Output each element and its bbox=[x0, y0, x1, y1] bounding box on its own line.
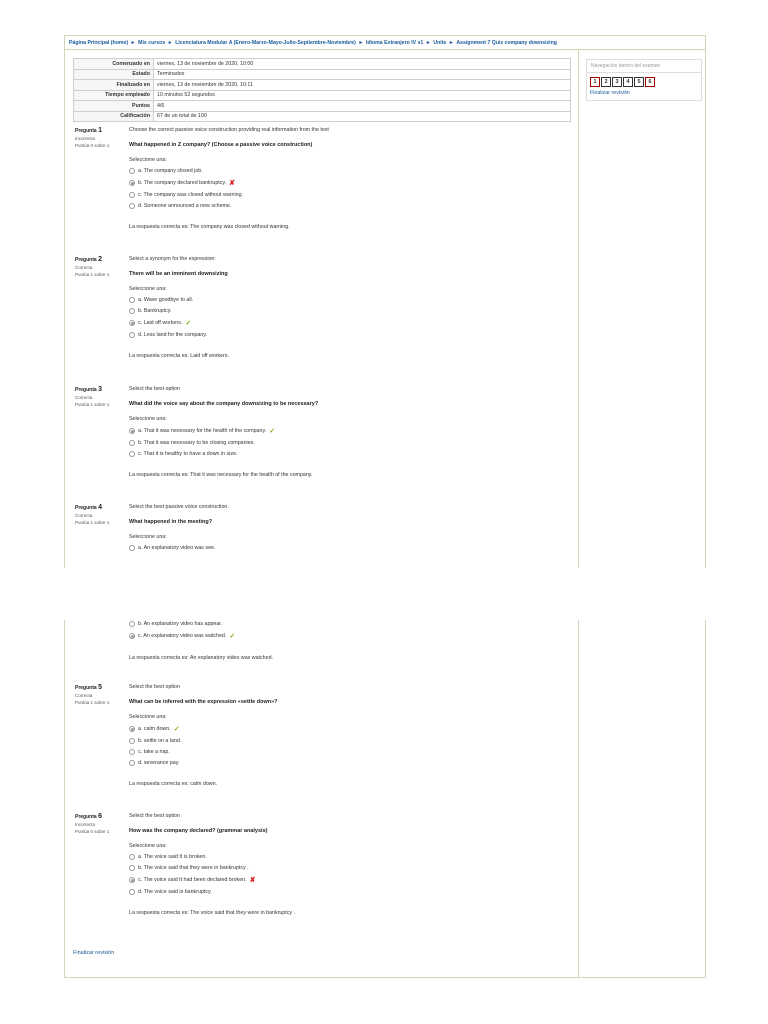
question-mark: Puntúa 0 sobre 1 bbox=[75, 829, 110, 834]
column-divider bbox=[578, 620, 579, 977]
answer-option[interactable] bbox=[129, 297, 559, 303]
question-state: Correcta bbox=[75, 693, 93, 698]
answer-option[interactable] bbox=[129, 889, 559, 895]
option-label: d. Less land for the company. bbox=[138, 332, 208, 338]
question-info bbox=[75, 256, 127, 277]
answer-option[interactable] bbox=[129, 203, 559, 209]
summary-value: Terminados bbox=[154, 69, 571, 80]
option-label: a. calm down. bbox=[138, 726, 171, 732]
radio-icon[interactable] bbox=[129, 889, 135, 895]
select-one-label: Seleccione una: bbox=[129, 416, 167, 422]
finish-review-link-bottom[interactable]: Finalizar revisión bbox=[73, 950, 115, 956]
breadcrumb-separator-icon: ► bbox=[424, 40, 433, 46]
radio-icon[interactable] bbox=[129, 760, 135, 766]
question-number bbox=[75, 813, 127, 820]
breadcrumb-separator-icon: ► bbox=[129, 40, 138, 46]
question-state: Incorrecta bbox=[75, 822, 96, 827]
finish-review-link[interactable]: Finalizar revisión bbox=[590, 90, 630, 96]
column-divider bbox=[578, 50, 579, 568]
question-label: Pregunta bbox=[75, 685, 97, 691]
breadcrumb-my-courses[interactable]: Mis cursos bbox=[138, 40, 166, 46]
summary-key: Comenzado en bbox=[74, 59, 154, 70]
question-info bbox=[75, 813, 127, 834]
question-mark: Puntúa 1 sobre 1 bbox=[75, 700, 110, 705]
answer-option[interactable] bbox=[129, 308, 559, 314]
question-button-5[interactable]: 5 bbox=[634, 77, 644, 87]
question-number-value: 3 bbox=[98, 386, 102, 393]
radio-icon[interactable] bbox=[129, 168, 135, 174]
answer-option[interactable] bbox=[129, 632, 559, 640]
option-label: b. Bankruptcy. bbox=[138, 308, 172, 314]
question-body bbox=[129, 684, 559, 787]
summary-key: Puntos bbox=[74, 101, 154, 112]
question-body bbox=[129, 127, 559, 230]
attempt-summary-table bbox=[73, 58, 571, 122]
option-label: b. The voice said that they were in bankruptcy . bbox=[138, 865, 249, 871]
summary-key: Calificación bbox=[74, 111, 154, 122]
breadcrumb-separator-icon: ► bbox=[356, 40, 365, 46]
option-label: d. severance pay. bbox=[138, 760, 180, 766]
question-number-value: 5 bbox=[98, 684, 102, 691]
correct-answer: La respuesta correcta es: An explanatory video was watched. bbox=[129, 655, 273, 661]
question-body bbox=[129, 256, 559, 359]
question-state: Correcta bbox=[75, 395, 93, 400]
breadcrumb-assignment[interactable]: Assignment 7 Quiz company downsizing bbox=[456, 40, 557, 46]
question-button-3[interactable]: 3 bbox=[612, 77, 622, 87]
question-number-value: 2 bbox=[98, 256, 102, 263]
answer-option[interactable] bbox=[129, 427, 559, 435]
correct-answer: La respuesta correcta es: Laid off workers. bbox=[129, 353, 230, 359]
breadcrumb-units[interactable]: Units bbox=[433, 40, 447, 46]
breadcrumb-program[interactable]: Licenciatura Modular A (Enero-Marzo-Mayo-Julio-Septiembre-Noviembre) bbox=[175, 40, 356, 46]
correct-check-icon: ✓ bbox=[173, 726, 180, 733]
question-text: Select the best option bbox=[129, 813, 180, 819]
breadcrumb bbox=[65, 36, 705, 50]
option-label: c. The voice said It had been declared broken. bbox=[138, 877, 247, 883]
question-state: Correcta bbox=[75, 513, 93, 518]
question-number-value: 6 bbox=[98, 813, 102, 820]
question-text: Select the best passive voice construction. bbox=[129, 504, 229, 510]
summary-key: Finalizado en bbox=[74, 80, 154, 91]
question-number bbox=[75, 504, 127, 511]
question-number bbox=[75, 386, 127, 393]
radio-icon[interactable] bbox=[129, 738, 135, 744]
option-label: b. settle on a land. bbox=[138, 738, 182, 744]
answer-option[interactable] bbox=[129, 760, 559, 766]
radio-icon[interactable] bbox=[129, 749, 135, 755]
select-one-label: Seleccione una: bbox=[129, 534, 167, 540]
option-label: c. An explanatory video was watched. bbox=[138, 633, 227, 639]
breadcrumb-course[interactable]: Idioma Extranjero IV v1 bbox=[365, 40, 424, 46]
question-number bbox=[75, 127, 127, 134]
answer-option[interactable] bbox=[129, 725, 559, 733]
option-label: c. Laid off workers. bbox=[138, 320, 183, 326]
radio-icon[interactable] bbox=[129, 332, 135, 338]
answer-option[interactable] bbox=[129, 545, 559, 551]
option-label: a. The voice said It is broken. bbox=[138, 854, 207, 860]
option-label: c. take a nap. bbox=[138, 749, 170, 755]
summary-key: Estado bbox=[74, 69, 154, 80]
quiz-navigation-body bbox=[587, 73, 701, 100]
summary-key: Tiempo empleado bbox=[74, 90, 154, 101]
answer-option[interactable] bbox=[129, 876, 559, 884]
question-buttons bbox=[590, 77, 698, 87]
breadcrumb-separator-icon: ► bbox=[166, 40, 175, 46]
option-label: a. An explanatory video was see. bbox=[138, 545, 216, 551]
question-label: Pregunta bbox=[75, 505, 97, 511]
question-label: Pregunta bbox=[75, 128, 97, 134]
question-prompt: What happened in Z company? (Choose a passive voice construction) bbox=[129, 142, 313, 148]
radio-checked-icon[interactable] bbox=[129, 180, 135, 186]
summary-value: viernes, 13 de noviembre de 2020, 10:00 bbox=[154, 59, 571, 70]
correct-check-icon: ✓ bbox=[185, 320, 192, 327]
question-prompt: What can be inferred with the expression «settle down»? bbox=[129, 699, 278, 705]
question-button-4[interactable]: 4 bbox=[623, 77, 633, 87]
answer-option[interactable] bbox=[129, 865, 559, 871]
summary-row bbox=[74, 90, 571, 101]
question-mark: Puntúa 0 sobre 1 bbox=[75, 143, 110, 148]
question-button-2[interactable]: 2 bbox=[601, 77, 611, 87]
question-prompt: There will be an imminent downsizing bbox=[129, 271, 228, 277]
option-label: b. That it was necessary to be closing companies. bbox=[138, 440, 255, 446]
question-body bbox=[129, 813, 559, 916]
question-label: Pregunta bbox=[75, 387, 97, 393]
correct-check-icon: ✓ bbox=[229, 633, 236, 640]
option-label: c. That it is healthy to have a down in size. bbox=[138, 451, 238, 457]
incorrect-icon: ✘ bbox=[229, 180, 236, 187]
correct-check-icon: ✓ bbox=[269, 428, 276, 435]
summary-row bbox=[74, 59, 571, 70]
correct-answer: La respuesta correcta es: The company was closed without warning. bbox=[129, 224, 290, 230]
select-one-label: Seleccione una: bbox=[129, 843, 167, 849]
summary-row bbox=[74, 101, 571, 112]
breadcrumb-separator-icon: ► bbox=[447, 40, 456, 46]
question-info bbox=[75, 504, 127, 525]
radio-icon[interactable] bbox=[129, 440, 135, 446]
radio-icon[interactable] bbox=[129, 854, 135, 860]
question-mark: Puntúa 1 sobre 1 bbox=[75, 272, 110, 277]
question-state: Correcta bbox=[75, 265, 93, 270]
summary-row bbox=[74, 80, 571, 91]
answer-option[interactable] bbox=[129, 168, 559, 174]
radio-icon[interactable] bbox=[129, 865, 135, 871]
question-body bbox=[129, 621, 559, 661]
summary-row bbox=[74, 69, 571, 80]
question-text: Select the best option bbox=[129, 684, 180, 690]
quiz-navigation-title: Navegación dentro del examen bbox=[587, 60, 701, 73]
question-prompt: What happened in the meeting? bbox=[129, 519, 213, 525]
correct-answer: La respuesta correcta es: The voice said that they were in bankruptcy . bbox=[129, 910, 295, 916]
question-info bbox=[75, 684, 127, 705]
option-label: a. The company closed job. bbox=[138, 168, 203, 174]
question-prompt: How was the company declared? (grammar analysis) bbox=[129, 828, 268, 834]
summary-value: viernes, 13 de noviembre de 2020, 10:11 bbox=[154, 80, 571, 91]
question-body bbox=[129, 504, 559, 551]
answer-option[interactable] bbox=[129, 738, 559, 744]
radio-checked-icon[interactable] bbox=[129, 726, 135, 732]
radio-icon[interactable] bbox=[129, 545, 135, 551]
breadcrumb-home[interactable]: Página Principal (home) bbox=[69, 40, 129, 46]
select-one-label: Seleccione una: bbox=[129, 157, 167, 163]
answer-option[interactable] bbox=[129, 621, 559, 627]
answer-option[interactable] bbox=[129, 451, 559, 457]
question-button-6[interactable]: 6 bbox=[645, 77, 655, 87]
answer-option[interactable] bbox=[129, 179, 559, 187]
answer-option[interactable] bbox=[129, 440, 559, 446]
summary-value: 4/6 bbox=[154, 101, 571, 112]
summary-value: 10 minutos 52 segundos bbox=[154, 90, 571, 101]
quiz-review-page-2 bbox=[64, 620, 706, 978]
question-state: Incorrecta bbox=[75, 136, 96, 141]
radio-checked-icon[interactable] bbox=[129, 320, 135, 326]
question-prompt: What did the voice say about the company downsizing to be necessary? bbox=[129, 401, 319, 407]
answer-option[interactable] bbox=[129, 192, 559, 198]
summary-value: 67 de un total de 100 bbox=[154, 111, 571, 122]
question-mark: Puntúa 1 sobre 1 bbox=[75, 402, 110, 407]
question-label: Pregunta bbox=[75, 257, 97, 263]
radio-icon[interactable] bbox=[129, 192, 135, 198]
radio-icon[interactable] bbox=[129, 203, 135, 209]
question-mark: Puntúa 1 sobre 1 bbox=[75, 520, 110, 525]
quiz-review-page-1 bbox=[64, 35, 706, 568]
question-text: Select the best option bbox=[129, 386, 180, 392]
option-label: b. An explanatory video has appear. bbox=[138, 621, 223, 627]
correct-answer: La respuesta correcta es: calm down. bbox=[129, 781, 218, 787]
select-one-label: Seleccione una: bbox=[129, 286, 167, 292]
question-body bbox=[129, 386, 559, 478]
question-button-1[interactable]: 1 bbox=[590, 77, 600, 87]
question-number bbox=[75, 256, 127, 263]
answer-option[interactable] bbox=[129, 854, 559, 860]
radio-checked-icon[interactable] bbox=[129, 428, 135, 434]
question-text: Choose the correct passive voice construction providing real information from the text bbox=[129, 127, 329, 133]
radio-icon[interactable] bbox=[129, 308, 135, 314]
option-label: c. The company was closed without warning. bbox=[138, 192, 244, 198]
quiz-navigation-block bbox=[586, 59, 702, 101]
option-label: d. Someone announced a new scheme. bbox=[138, 203, 232, 209]
question-info bbox=[75, 386, 127, 407]
incorrect-icon: ✘ bbox=[249, 877, 256, 884]
summary-row bbox=[74, 111, 571, 122]
radio-icon[interactable] bbox=[129, 621, 135, 627]
option-label: a. Wave goodbye to all. bbox=[138, 297, 194, 303]
answer-option[interactable] bbox=[129, 319, 559, 327]
answer-option[interactable] bbox=[129, 332, 559, 338]
option-label: d. The voice said is bankruptcy. bbox=[138, 889, 212, 895]
radio-icon[interactable] bbox=[129, 451, 135, 457]
question-info bbox=[75, 127, 127, 148]
question-number-value: 1 bbox=[98, 127, 102, 134]
option-label: a. That it was necessary for the health of the company. bbox=[138, 428, 267, 434]
question-number bbox=[75, 684, 127, 691]
answer-option[interactable] bbox=[129, 749, 559, 755]
radio-checked-icon[interactable] bbox=[129, 877, 135, 883]
question-label: Pregunta bbox=[75, 814, 97, 820]
radio-checked-icon[interactable] bbox=[129, 633, 135, 639]
option-label: b. The company declared bankruptcy. bbox=[138, 180, 227, 186]
correct-answer: La respuesta correcta es: That it was necessary for the health of the company. bbox=[129, 472, 313, 478]
question-number-value: 4 bbox=[98, 504, 102, 511]
radio-icon[interactable] bbox=[129, 297, 135, 303]
question-text: Select a synonym for the expression: bbox=[129, 256, 216, 262]
select-one-label: Seleccione una: bbox=[129, 714, 167, 720]
